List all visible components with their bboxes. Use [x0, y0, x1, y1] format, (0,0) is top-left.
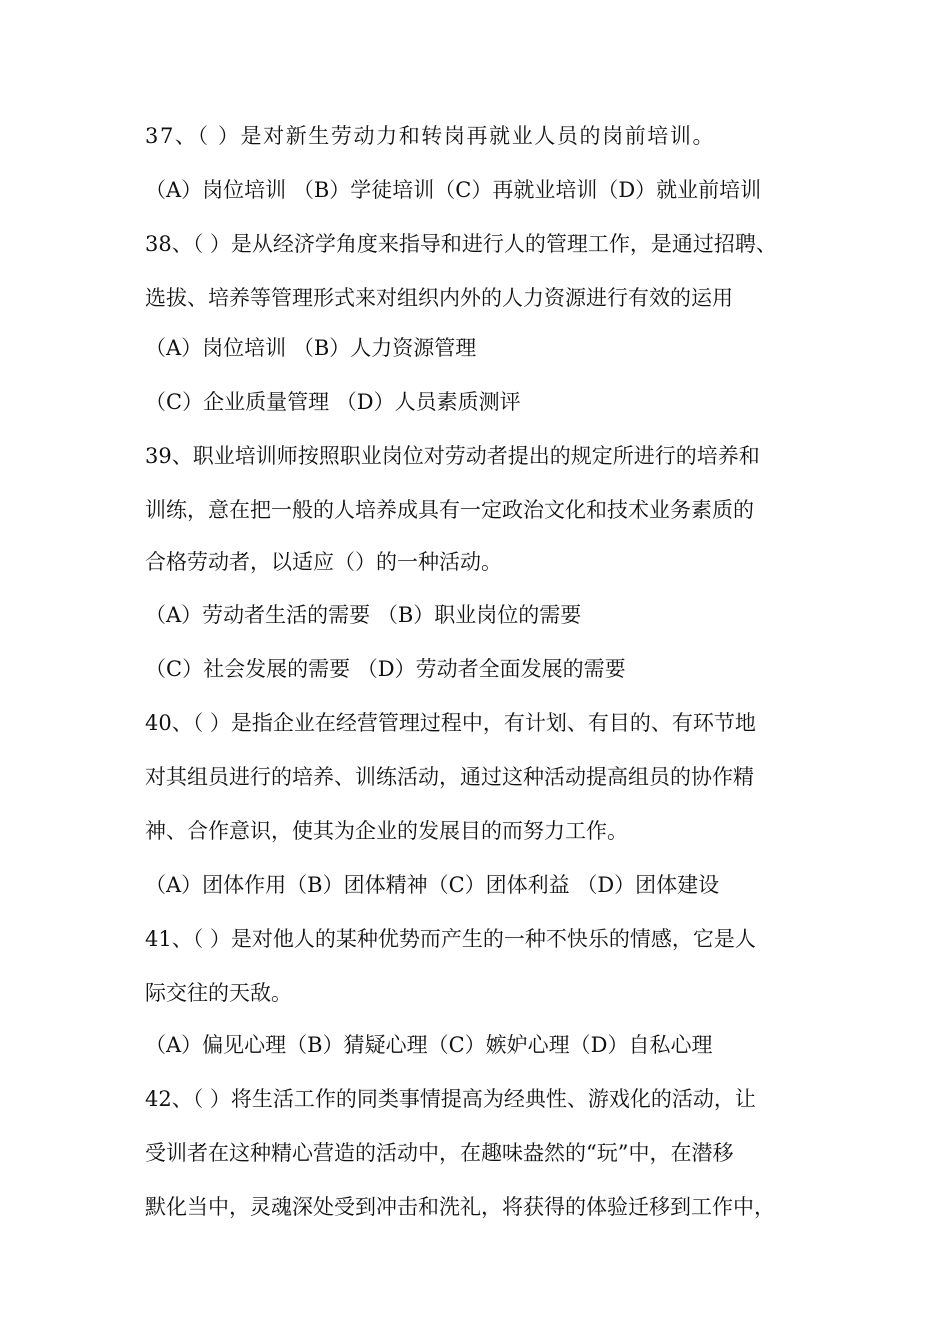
question-38-line-1: 38、（ ）是从经济学角度来指导和进行人的管理工作，是通过招聘、 — [145, 232, 777, 256]
question-39-line-1: 39、职业培训师按照职业岗位对劳动者提出的规定所进行的培养和 — [145, 444, 760, 468]
question-40-line-3: 神、合作意识，使其为企业的发展目的而努力工作。 — [145, 819, 628, 843]
question-37-options: （A）岗位培训 （B）学徒培训（C）再就业培训（D）就业前培训 — [145, 178, 762, 202]
question-39-options-1: （A）劳动者生活的需要 （B）职业岗位的需要 — [145, 603, 582, 627]
question-40-line-2: 对其组员进行的培养、训练活动，通过这种活动提高组员的协作精 — [145, 765, 754, 789]
question-38-options-1: （A）岗位培训 （B）人力资源管理 — [145, 336, 477, 360]
question-38-line-2: 选拔、培养等管理形式来对组织内外的人力资源进行有效的运用 — [145, 286, 733, 310]
question-40-line-1: 40、（ ）是指企业在经营管理过程中，有计划、有目的、有环节地 — [145, 711, 756, 735]
question-42-line-3: 默化当中，灵魂深处受到冲击和洗礼，将获得的体验迁移到工作中， — [145, 1195, 775, 1219]
question-41-line-1: 41、（ ）是对他人的某种优势而产生的一种不快乐的情感，它是人 — [145, 927, 756, 951]
question-39-line-2: 训练，意在把一般的人培养成具有一定政治文化和技术业务素质的 — [145, 498, 754, 522]
question-39-options-2: （C）社会发展的需要 （D）劳动者全面发展的需要 — [145, 657, 626, 681]
question-42-line-2: 受训者在这种精心营造的活动中，在趣味盎然的“玩”中，在潜移 — [145, 1141, 734, 1165]
question-41-options: （A）偏见心理（B）猜疑心理（C）嫉妒心理（D）自私心理 — [145, 1033, 713, 1057]
question-37: 37、（ ）是对新生劳动力和转岗再就业人员的岗前培训。 — [145, 124, 716, 148]
question-40-options: （A）团体作用（B）团体精神（C）团体利益 （D）团体建设 — [145, 873, 720, 897]
question-39-line-3: 合格劳动者，以适应（）的一种活动。 — [145, 550, 502, 574]
question-38-options-2: （C）企业质量管理 （D）人员素质测评 — [145, 390, 521, 414]
question-41-line-2: 际交往的天敌。 — [145, 981, 292, 1005]
question-42-line-1: 42、（ ）将生活工作的同类事情提高为经典性、游戏化的活动，让 — [145, 1087, 756, 1111]
